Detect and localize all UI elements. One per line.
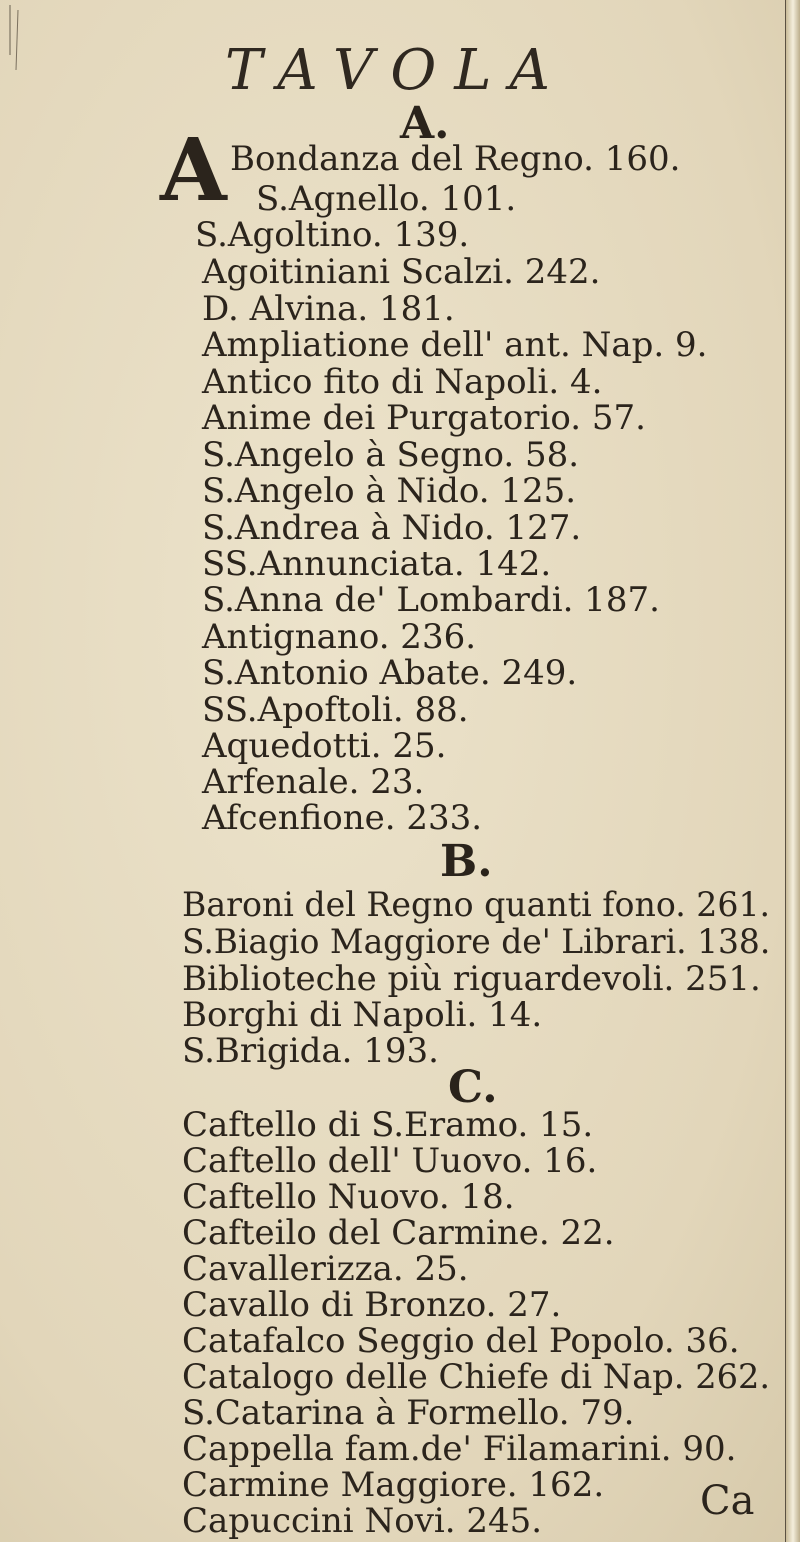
index-entry: Cavallerizza. 25.: [182, 1249, 469, 1289]
index-entry: Borghi di Napoli. 14.: [182, 995, 543, 1035]
index-entry: Baroni del Regno quanti fono. 261.: [182, 885, 771, 925]
index-entry: S.Agnello. 101.: [256, 179, 517, 219]
index-entry: SS.Apoftoli. 88.: [202, 690, 469, 730]
index-entry: S.Andrea à Nido. 127.: [202, 508, 582, 548]
ink-marks: [0, 0, 50, 80]
index-entry: Caftello Nuovo. 18.: [182, 1177, 515, 1217]
index-entry: S.Catarina à Formello. 79.: [182, 1393, 635, 1433]
index-entry: Catafalco Seggio del Popolo. 36.: [182, 1321, 740, 1361]
index-entry: Ampliatione dell' ant. Nap. 9.: [202, 325, 708, 365]
index-entry: Catalogo delle Chiefe di Nap. 262.: [182, 1357, 771, 1397]
section-letter-c: C.: [448, 1062, 498, 1113]
index-entry: S.Antonio Abate. 249.: [202, 653, 578, 693]
index-entry: D. Alvina. 181.: [202, 289, 455, 329]
index-entry: Bondanza del Regno. 160.: [230, 139, 681, 179]
index-entry: Antico fito di Napoli. 4.: [202, 362, 603, 402]
index-entry: S.Angelo à Nido. 125.: [202, 471, 577, 511]
index-entry: Anime dei Purgatorio. 57.: [202, 398, 646, 438]
index-entry: Cappella fam.de' Filamarini. 90.: [182, 1429, 737, 1469]
index-entry: Agoitiniani Scalzi. 242.: [202, 252, 601, 292]
index-entry: Afcenfione. 233.: [202, 798, 483, 838]
index-entry: SS.Annunciata. 142.: [202, 544, 552, 584]
catchword: Ca: [700, 1478, 755, 1524]
index-entry: Aquedotti. 25.: [202, 726, 447, 766]
section-letter-a: A.: [400, 98, 450, 149]
page-edge: [785, 0, 800, 1542]
index-entry: S.Angelo à Segno. 58.: [202, 435, 580, 475]
index-entry: Cavallo di Bronzo. 27.: [182, 1285, 562, 1325]
section-letter-b: B.: [440, 836, 493, 887]
index-entry: S.Anna de' Lombardi. 187.: [202, 580, 660, 620]
index-entry: Capuccini Novi. 245.: [182, 1501, 543, 1541]
index-entry: Antignano. 236.: [202, 617, 477, 657]
index-entry: Cafteilo del Carmine. 22.: [182, 1213, 615, 1253]
index-entry: Caftello di S.Eramo. 15.: [182, 1105, 594, 1145]
index-entry: S.Agoltino. 139.: [195, 215, 470, 255]
index-entry: Caftello dell' Uuovo. 16.: [182, 1141, 598, 1181]
index-entry: S.Biagio Maggiore de' Librari. 138.: [182, 922, 771, 962]
page-title: TAVOLA: [225, 38, 568, 103]
index-entry: Arfenale. 23.: [202, 762, 425, 802]
index-entry: Biblioteche più riguardevoli. 251.: [182, 959, 761, 999]
drop-cap-a: A: [160, 120, 227, 221]
index-entry: Carmine Maggiore. 162.: [182, 1465, 605, 1505]
index-entry: S.Brigida. 193.: [182, 1031, 439, 1071]
